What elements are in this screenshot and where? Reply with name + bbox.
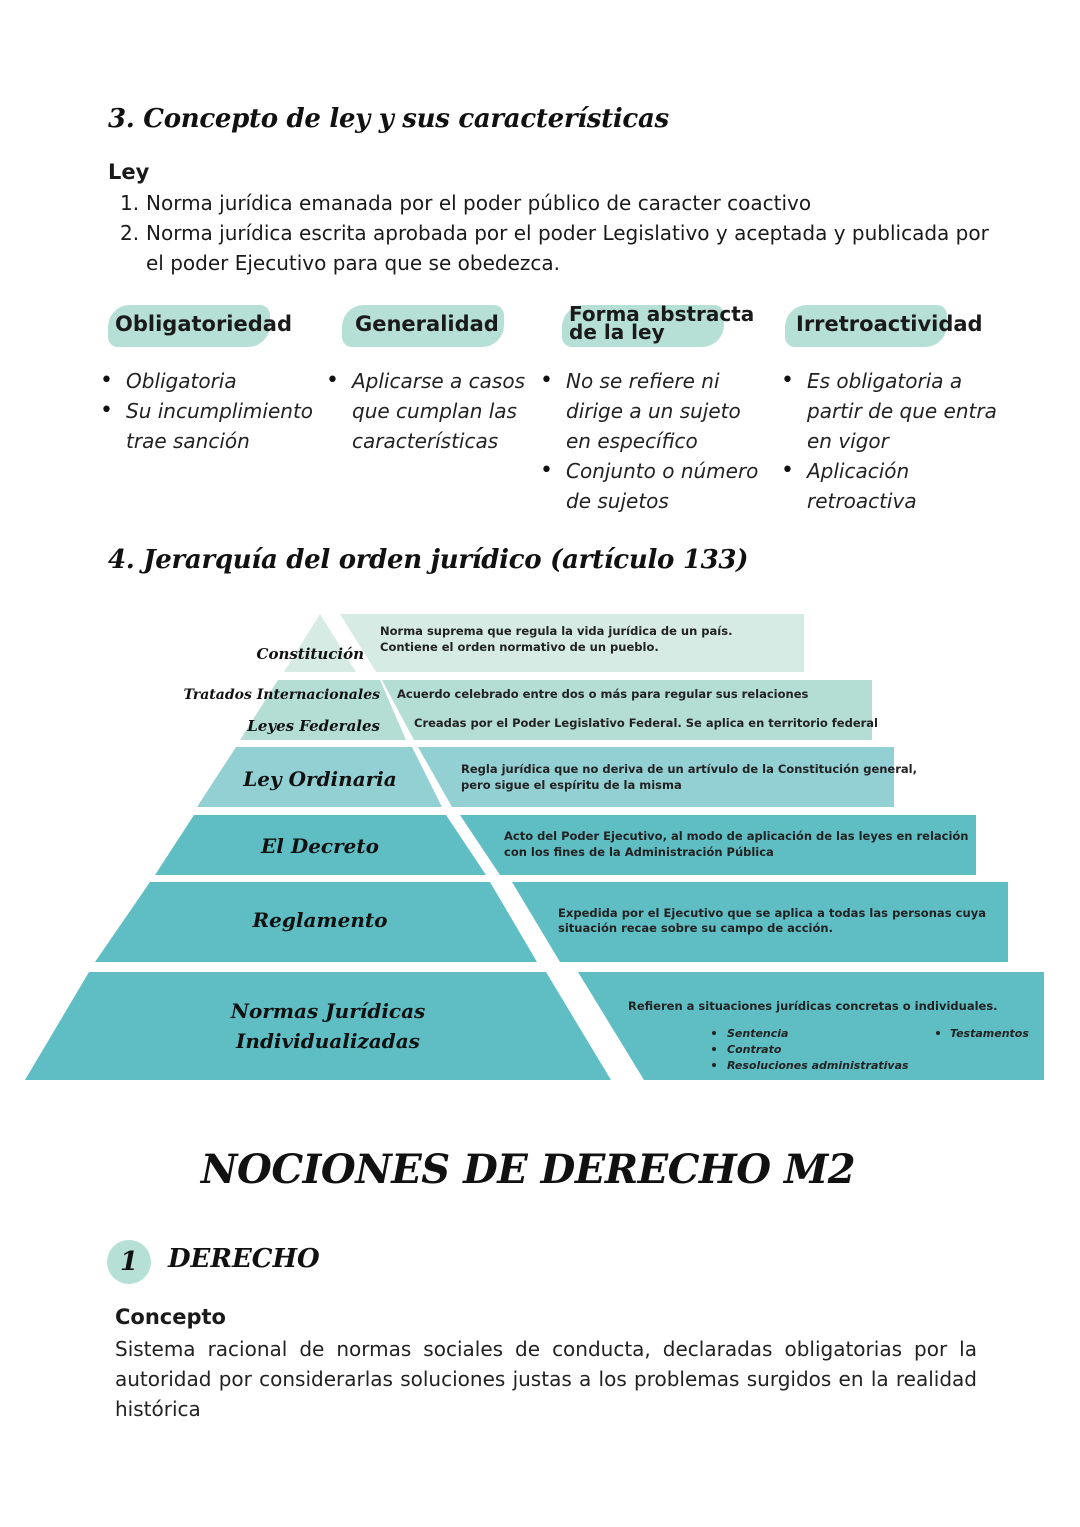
level-description: Acto del Poder Ejecutivo, al modo de aplicación de las leyes en relación [504,829,969,843]
pyramid-band-individualizadas [25,972,611,1080]
concept-paragraph: Sistema racional de normas sociales de conducta, declaradas obligatorias por la autoridad por considerarlas soluciones justas a los problemas surgidos en la realidad histórica [115,1337,977,1421]
level-name: Individualizadas [236,1029,420,1053]
bullet-item: • Obligatoria [100,366,315,396]
item-bullet [712,1047,716,1051]
label-line: de la ley [569,320,665,344]
item-bullet [936,1031,940,1035]
section-title: 4. Jerarquía del orden jurídico (artículo 133) [108,545,749,575]
level-description: Regla jurídica que no deriva de un artívulo de la Constitución general, [461,762,917,776]
level-description: Refieren a situaciones jurídicas concretas o individuales. [628,999,998,1013]
definition-text: Norma jurídica emanada por el poder público de caracter coactivo [146,191,812,215]
bullets-obligatoriedad [100,366,315,456]
level-name: El Decreto [261,834,379,858]
label-irretroactividad: Irretroactividad [796,312,983,336]
definition-item [120,188,1000,218]
section-title: 3. Concepto de ley y sus características [108,104,669,134]
section-number-badge: 1 [107,1240,151,1284]
hierarchy-pyramid [0,600,1080,1090]
level-name: Leyes Federales [247,717,380,735]
level-name: Ley Ordinaria [243,767,397,791]
item-testamentos: Testamentos [950,1027,1029,1040]
level-description: con los fines de la Administración Pública [504,845,774,859]
desc-band-ordinaria [418,747,894,807]
bullet-item: • Su incumplimiento trae sanción [100,396,315,456]
definition-number: 1. [120,191,140,215]
bullet-item: • No se refiere ni dirige a un sujeto en específico [540,366,762,456]
level-description: Expedida por el Ejecutivo que se aplica a todas las personas cuya [558,906,986,920]
label-generalidad: Generalidad [355,312,499,336]
subheading-ley: Ley [108,160,150,184]
bullet-item: • Es obligatoria a partir de que entra en vigor [781,366,1006,456]
level-name: Reglamento [252,908,388,932]
label-forma-abstracta [569,302,755,344]
level-description: Contiene el orden normativo de un pueblo. [380,640,659,654]
label-line: Forma abstracta [569,302,755,326]
bullets-irretroactividad [781,366,1006,516]
module-title: NOCIONES DE DERECHO M2 [200,1146,856,1193]
level-description: pero sigue el espíritu de la misma [461,778,682,792]
pyramid-band-constitucion [284,614,356,672]
definition-number: 2. [120,221,140,245]
definition-list [120,188,1000,278]
item-resoluciones: Resoluciones administrativas [727,1059,909,1072]
level-description: Creadas por el Poder Legislativo Federal. Se aplica en territorio federal [414,716,878,730]
subheading-concepto: Concepto [115,1305,226,1329]
label-obligatoriedad: Obligatoriedad [115,312,292,336]
bullet-item: • Aplicarse a casos que cumplan las características [326,366,526,456]
definition-text: Norma jurídica escrita aprobada por el poder Legislativo y aceptada y publicada por el poder Ejecutivo para que se obedezca. [146,221,989,275]
level-description: Norma suprema que regula la vida jurídica de un país. [380,624,733,638]
level-name: Constitución [256,645,364,663]
item-contrato: Contrato [727,1043,782,1056]
level-name: Normas Jurídicas [230,999,426,1023]
bullet-item: • Conjunto o número de sujetos [540,456,762,516]
definition-item [120,218,1000,278]
item-sentencia: Sentencia [727,1027,789,1040]
section-title: DERECHO [168,1244,320,1274]
item-bullet [712,1063,716,1067]
level-description: Acuerdo celebrado entre dos o más para regular sus relaciones [397,687,809,701]
item-bullet [712,1031,716,1035]
bullet-item: • Aplicación retroactiva [781,456,1006,516]
bullets-forma-abstracta [540,366,762,516]
level-description: situación recae sobre su campo de acción. [558,921,833,935]
bullets-generalidad [326,366,526,456]
level-name: Tratados Internacionales [183,687,380,703]
